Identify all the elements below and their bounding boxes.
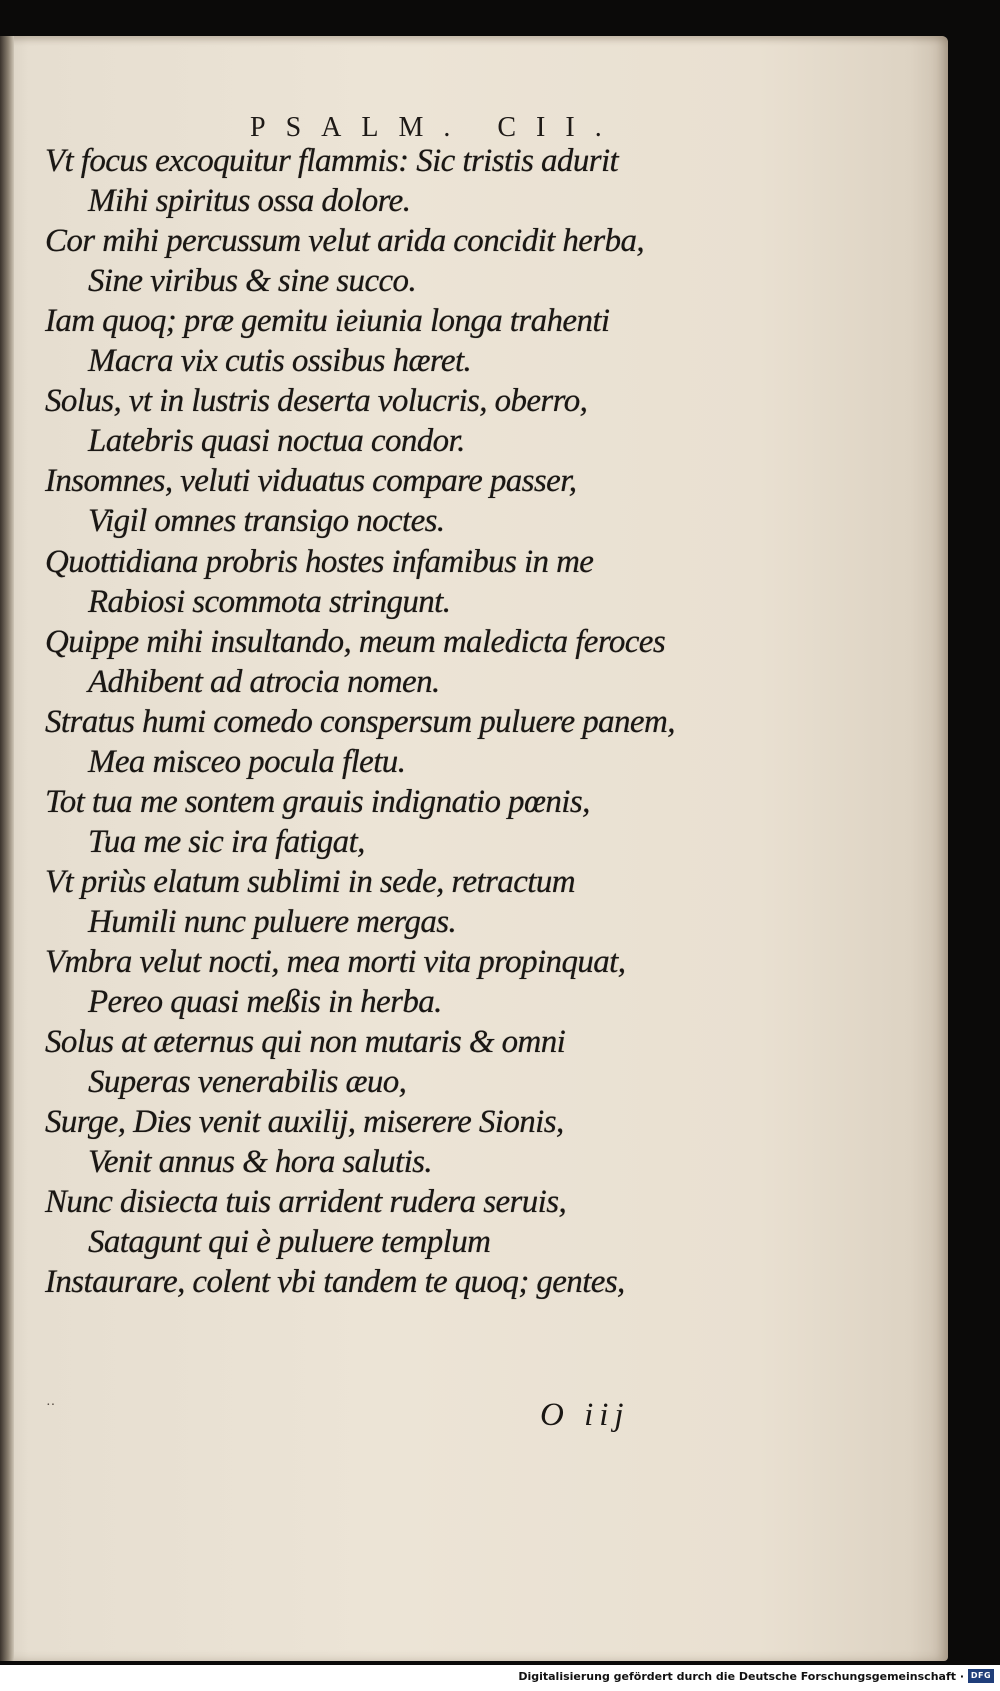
verse-line-indented: Mea misceo pocula fletu. — [88, 743, 406, 780]
verse-line: Solus, vt in lustris deserta volucris, oberro, — [45, 383, 588, 420]
verse-line-indented: Adhibent ad atrocia nomen. — [88, 663, 440, 700]
verse-line-indented: Vigil omnes transigo noctes. — [88, 503, 445, 540]
verse-line-indented: Tua me sic ira fatigat, — [88, 823, 365, 860]
running-header: PSALM. CII. — [250, 112, 622, 143]
verse-line: Cor mihi percussum velut arida concidit herba, — [45, 223, 645, 260]
margin-mark: ·· — [46, 1398, 56, 1413]
verse-line-indented: Sine viribus & sine succo. — [88, 263, 417, 300]
verse-line: Vt priùs elatum sublimi in sede, retractum — [45, 863, 575, 900]
verse-line-indented: Rabiosi scommota stringunt. — [88, 583, 451, 620]
verse-line: Insomnes, veluti viduatus compare passer, — [45, 463, 577, 500]
verse-line: Vmbra velut nocti, mea morti vita propinquat, — [45, 944, 626, 980]
verse-line: Iam quoq; præ gemitu ieiunia longa trahenti — [45, 303, 610, 340]
page-edge — [0, 36, 14, 1661]
verse-line: Quottidiana probris hostes infamibus in me — [45, 543, 594, 580]
verse-line-indented: Mihi spiritus ossa dolore. — [88, 183, 411, 220]
signature-mark: O iij — [540, 1397, 630, 1433]
verse-line-indented: Humili nunc puluere mergas. — [88, 903, 457, 940]
verse-line: Stratus humi comedo conspersum puluere panem, — [45, 703, 675, 740]
verse-line-indented: Venit annus & hora salutis. — [88, 1144, 433, 1181]
verse-line-indented: Satagunt qui è puluere templum — [88, 1224, 491, 1261]
verse-line-indented: Pereo quasi meßis in herba. — [88, 984, 442, 1021]
verse-line: Surge, Dies venit auxilij, miserere Sionis, — [45, 1104, 564, 1141]
verse-line: Tot tua me sontem grauis indignatio pœnis, — [45, 783, 590, 820]
verse-line: Quippe mihi insultando, meum maledicta feroces — [45, 623, 666, 660]
verse-line: Instaurare, colent vbi tandem te quoq; gentes, — [45, 1264, 625, 1301]
verse-line-indented: Macra vix cutis ossibus hæret. — [88, 343, 472, 380]
dfg-logo: DFG — [968, 1669, 994, 1683]
verse-line: Vt focus excoquitur flammis: Sic tristis adurit — [45, 143, 619, 179]
footer-credit: Digitalisierung gefördert durch die Deutsche Forschungsgemeinschaft · — [518, 1670, 964, 1683]
verse-line: Nunc disiecta tuis arrident rudera seruis, — [45, 1184, 567, 1221]
verse-line-indented: Latebris quasi noctua condor. — [88, 423, 465, 460]
verse-line: Solus at æternus qui non mutaris & omni — [45, 1024, 566, 1061]
verse-line-indented: Superas venerabilis æuo, — [88, 1064, 407, 1101]
